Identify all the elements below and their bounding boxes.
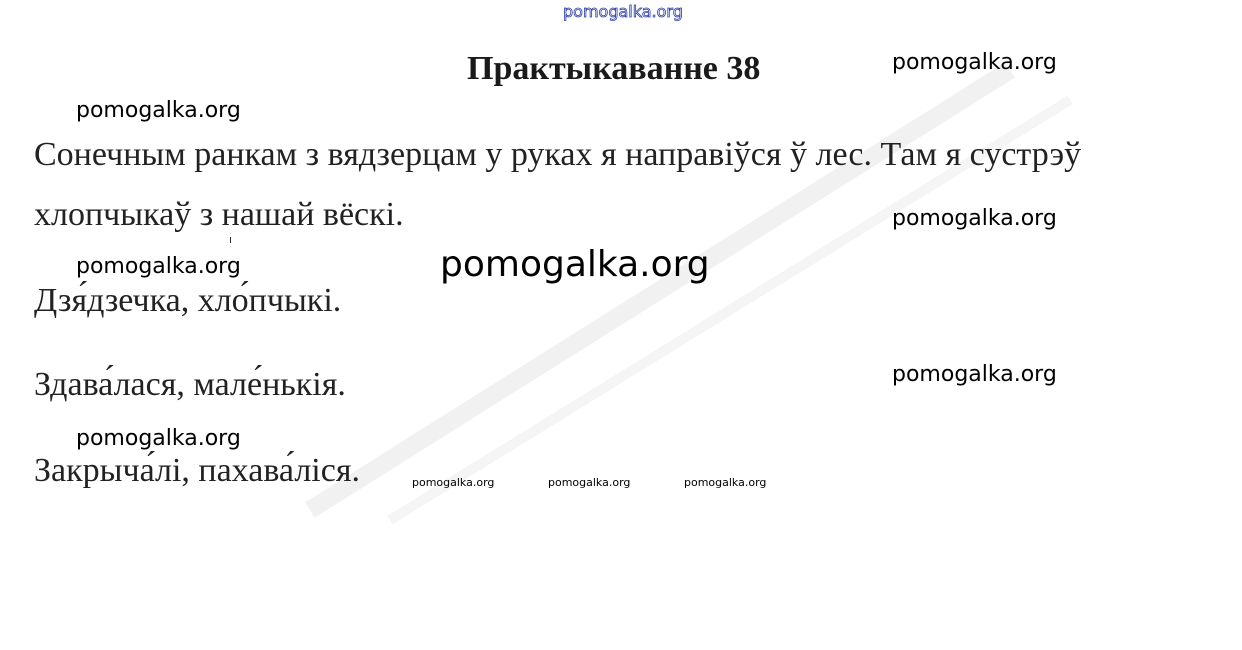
text-line-3: Дзя́дзечка, хло́пчыкі. [34, 282, 342, 319]
watermark-right-2: pomogalka.org [892, 206, 1057, 231]
watermark-left-2: pomogalka.org [76, 254, 241, 279]
watermark-small-3: pomogalka.org [684, 476, 767, 489]
watermark-left-3: pomogalka.org [76, 426, 241, 451]
watermark-center-large: pomogalka.org [440, 244, 710, 285]
background-watermark-stroke [250, 40, 1150, 540]
watermark-small-1: pomogalka.org [412, 476, 495, 489]
header-watermark: pomogalka.org [563, 2, 683, 21]
watermark-right-3: pomogalka.org [892, 362, 1057, 387]
text-line-2: хлопчыкаў з нашай вёскі. [34, 196, 404, 233]
exercise-title: Практыкаванне 38 [467, 50, 761, 87]
text-line-5: Закрыча́лі, пахава́ліся. [34, 452, 360, 489]
watermark-right-1: pomogalka.org [892, 50, 1057, 75]
text-line-4: Здава́лася, мале́нькія. [34, 366, 346, 403]
watermark-left-1: pomogalka.org [76, 98, 241, 123]
stray-mark [230, 237, 231, 243]
text-line-1: Сонечным ранкам з вядзерцам у руках я направіўся ў лес. Там я сустрэў [34, 136, 1082, 173]
watermark-small-2: pomogalka.org [548, 476, 631, 489]
